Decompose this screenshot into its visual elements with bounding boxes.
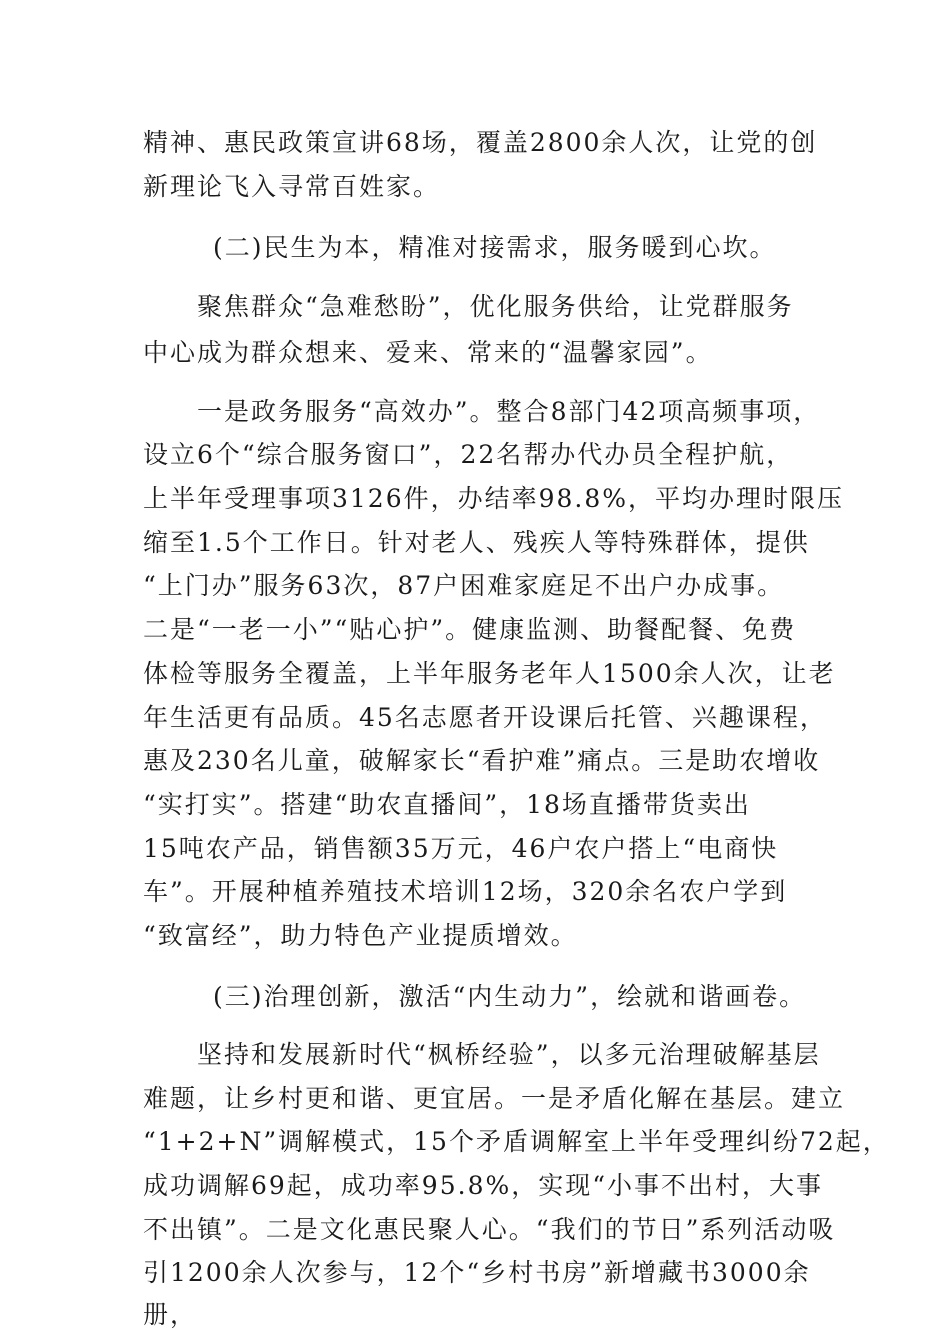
- body-text-line: 年生活更有品质。45名志愿者开设课后托管、兴趣课程，: [143, 703, 827, 732]
- body-text-line: “1+2+N”调解模式，15个矛盾调解室上半年受理纠纷72起，: [143, 1127, 890, 1156]
- body-text-line: 中心成为群众想来、爱来、常来的“温馨家园”。: [143, 338, 713, 367]
- body-text-line: 车”。开展种植养殖技术培训12场，320余名农户学到: [143, 877, 788, 906]
- body-text-line: 不出镇”。二是文化惠民聚人心。“我们的节日”系列活动吸: [143, 1215, 836, 1244]
- body-text-line: 成功调解69起，成功率95.8%，实现“小事不出村，大事: [143, 1171, 824, 1200]
- body-text-line: 体检等服务全覆盖，上半年服务老年人1500余人次，让老: [143, 659, 836, 688]
- body-text-line: “致富经”，助力特色产业提质增效。: [143, 921, 578, 950]
- body-text-line: 设立6个“综合服务窗口”，22名帮办代办员全程护航，: [143, 440, 794, 469]
- body-text-line: “实打实”。搭建“助农直播间”，18场直播带货卖出: [143, 790, 751, 819]
- section-heading-2: (二)民生为本，精准对接需求，服务暖到心坎。: [213, 233, 777, 262]
- body-text-line: 引1200余人次参与，12个“乡村书房”新增藏书3000余: [143, 1258, 811, 1287]
- paragraph-first-line: 聚焦群众“急难愁盼”，优化服务供给，让党群服务: [197, 292, 794, 321]
- body-text-line: 15吨农产品，销售额35万元，46户农户搭上“电商快: [143, 834, 779, 863]
- body-text-line: 惠及230名儿童，破解家长“看护难”痛点。三是助农增收: [143, 746, 821, 775]
- body-text-line: “上门办”服务63次，87户困难家庭足不出户办成事。: [143, 571, 785, 600]
- body-text-line: 册，: [143, 1300, 198, 1329]
- section-heading-3: (三)治理创新，激活“内生动力”，绘就和谐画卷。: [213, 982, 807, 1011]
- paragraph-first-line: 一是政务服务“高效办”。整合8部门42项高频事项，: [197, 397, 821, 426]
- body-text-line: 二是“一老一小”“贴心护”。健康监测、助餐配餐、免费: [143, 615, 797, 644]
- body-text-line: 新理论飞入寻常百姓家。: [143, 172, 441, 201]
- paragraph-first-line: 坚持和发展新时代“枫桥经验”，以多元治理破解基层: [197, 1040, 821, 1069]
- body-text-line: 难题，让乡村更和谐、更宜居。一是矛盾化解在基层。建立: [143, 1084, 846, 1113]
- body-text-line: 精神、惠民政策宣讲68场，覆盖2800余人次，让党的创: [143, 128, 818, 157]
- body-text-line: 上半年受理事项3126件，办结率98.8%，平均办理时限压: [143, 484, 845, 513]
- body-text-line: 缩至1.5个工作日。针对老人、残疾人等特殊群体，提供: [143, 528, 810, 557]
